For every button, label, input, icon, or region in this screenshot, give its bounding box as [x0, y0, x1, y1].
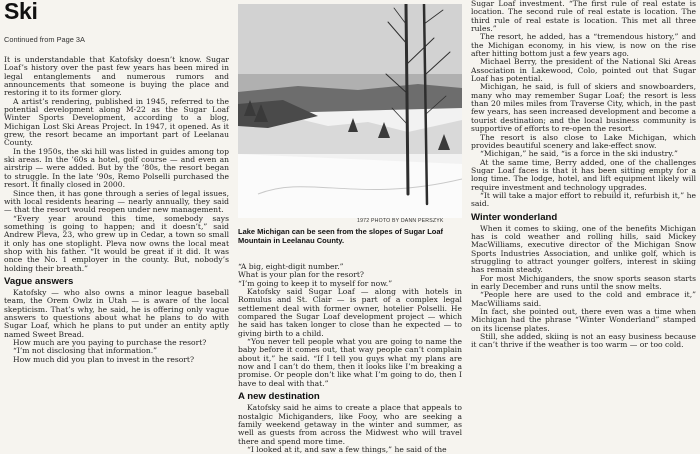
paragraph: In fact, she pointed out, there even was a time when Michigan had the phrase “Winter Wonderland” stamped on its license plates.	[471, 307, 696, 333]
paragraph: “I looked at it, and saw a few things,” he said of the	[247, 444, 447, 454]
article-headline: Ski	[4, 0, 38, 24]
paragraph: The resort, he added, has a “tremendous history,” and the Michigan economy, in his view, is now on the rise after hitting bottom just a few years ago.	[471, 32, 696, 59]
paragraph: “A big, eight-digit number.”	[238, 262, 344, 271]
subheading-new-destination: A new destination	[238, 391, 320, 403]
paragraph: What is your plan for the resort?	[238, 270, 364, 280]
subheading-winter-wonderland: Winter wonderland	[471, 211, 558, 223]
paragraph: “People here are used to the cold and embrace it,” MacWilliams said.	[471, 290, 696, 308]
article-column-2	[238, 263, 462, 454]
paragraph: When it comes to skiing, one of the benefits Michigan has is cold weather and rolling hills, said Mickey MacWilliams, executive director of the Michigan Snow Sports Industries Association, and unlike golf, which is struggling to attract younger golfers, interest in skiing has remain steady.	[471, 223, 696, 275]
jump-line: Continued from Page 3A	[4, 35, 85, 44]
paragraph: At the same time, Berry added, one of the challenges Sugar Loaf faces is that it has been sitting empty for a long time. The lodge, hotel, and lift equipment likely will require investment and technology upgrades.	[471, 157, 696, 192]
paragraph: Sugar Loaf investment. “The first rule of real estate is location. The second rule of real estate is location. The third rule of real estate is location. This met all three rules.”	[471, 0, 696, 34]
paragraph: A artist’s rendering, published in 1945, referred to the potential development along M-22 as the Sugar Loaf Winter Sports Development, according to a blog, Michigan Lost Ski Areas Project. In 1947, it opened. As it grew, the resort became an important part of Leelanau County.	[4, 96, 229, 148]
paragraph: Michael Berry, the president of the National Ski Areas Association in Lakewood, Colo, pointed out that Sugar Loaf has potential.	[471, 57, 696, 84]
photo-caption: Lake Michigan can be seen from the slopes of Sugar Loaf Mountain in Leelanau County.	[238, 227, 444, 246]
paragraph: In the 1950s, the ski hill was listed in guides among top ski areas. In the ’60s a hotel, golf course — and even an airstrip — were added. But by the ’80s, the resort began to struggle. In the late ’90s, Remo Polselli purchased the resort. It finally closed in 2000.	[4, 146, 229, 190]
paragraph: “I’m not disclosing that information.”	[13, 346, 158, 356]
paragraph: Katofsky said he aims to create a place that appeals to nostalgic Michiganders, like Fooy, who are seeking a family weekend getaway in the winter and summer, as well as guests from across the Midwest who will travel there and spend more time.	[238, 403, 462, 446]
paragraph: Michigan, he said, is full of skiers and snowboarders, many who may remember Sugar Loaf; the resort is less than 20 miles miles from Traverse City, which, in the past few years, has seen increased development and become a tourist destination; and the local business community is supportive of efforts to re-open the resort.	[471, 82, 696, 134]
paragraph: “I’m going to keep it to myself for now.”	[238, 278, 393, 288]
ski-slope-photo	[238, 4, 462, 218]
article-column-1	[4, 56, 229, 364]
paragraph: The resort is also close to Lake Michigan, which provides beautiful scenery and lake-effect snow.	[471, 132, 696, 150]
photo-credit: 1972 PHOTO BY DANN PERSZYK	[357, 218, 444, 224]
paragraph: It is understandable that Katofsky doesn’t know. Sugar Loaf’s history over the past few years has been mired in legal entanglements and numerous rumors and announcements that someone is buying the place and restoring it to its former glory.	[4, 55, 229, 98]
paragraph: “It will take a major effort to rebuild it, refurbish it,” he said.	[471, 190, 696, 209]
paragraph: “Every year around this time, somebody says something is going to happen; and it doesn’t,” said Andrew Pleva, 23, who grew up in Cedar, a town so small it only has one stoplight. Pleva now owns the local meat shop with his father. “It would be great if it did. It was once the No. 1 employer in the county. But, nobody’s holding their breath.”	[4, 213, 229, 273]
paragraph: Katofsky — who also owns a minor league baseball team, the Orem Owlz in Utah — is aware of the local skepticism. That’s why, he said, he is offering only vague answers to questions about what he plans to do with Sugar Loaf, which he plans to put under an entity aptly named Sweet Bread.	[4, 287, 229, 339]
paragraph: Still, she added, skiing is not an easy business because it can’t thrive if the weather is too warm — or too cold.	[471, 332, 696, 350]
paragraph: For most Michiganders, the snow sports season starts in early December and runs until the snow melts.	[471, 273, 696, 291]
paragraph: “You never tell people what you are going to name the baby before it comes out, that way people can’t complain about it,” he said. “If I tell you guys what my plans are now and I can’t do them, then it looks like I’m breaking a promise. Or people don’t like what I’m going to do, then I have to deal with that.”	[238, 337, 462, 388]
article-column-3	[471, 0, 696, 350]
paragraph: Katofsky said Sugar Loaf — along with hotels in Romulus and St. Clair — is part of a complex legal settlement deal with former owner, hotelier Polselli. He compared the Sugar Loaf development project — which he said has taken longer to close than he expected — to giving birth to a child.	[238, 287, 462, 338]
paragraph: How much are you paying to purchase the resort?	[13, 338, 207, 347]
paragraph: “Michigan,” he said, “is a force in the ski industry.”	[480, 149, 678, 159]
subheading-vague-answers: Vague answers	[4, 275, 74, 287]
paragraph: Since then, it has gone through a series of legal issues, with local residents hearing — nearly annually, they said — that the resort would reopen under new management.	[4, 188, 229, 215]
paragraph: How much did you plan to invest in the resort?	[13, 354, 195, 364]
